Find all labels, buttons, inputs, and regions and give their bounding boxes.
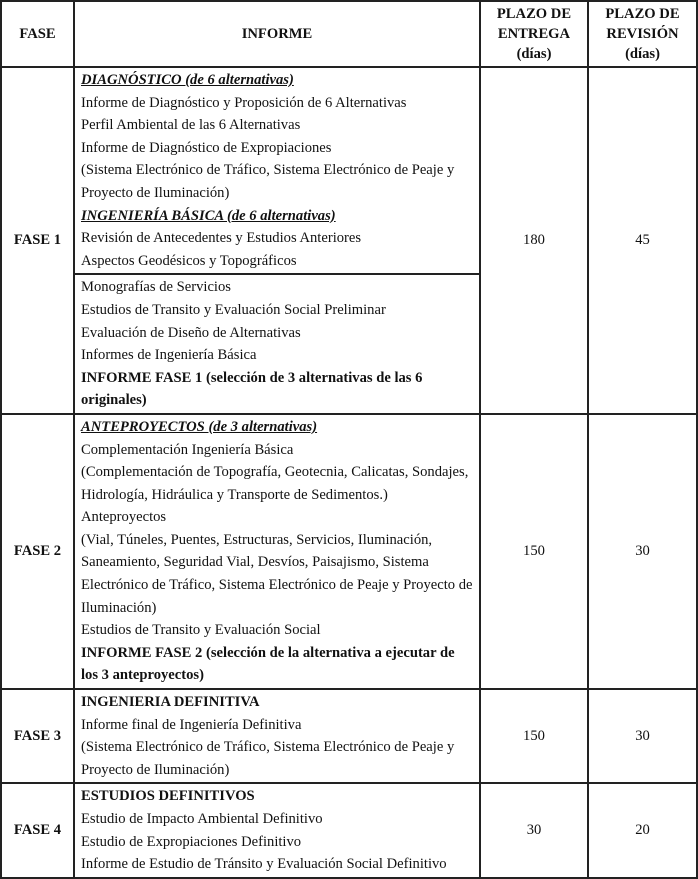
informe-item: INGENIERIA DEFINITIVA bbox=[81, 694, 260, 711]
informe-item: Estudio de Expropiaciones Definitivo bbox=[81, 833, 302, 850]
informe-item: Estudio de Impacto Ambiental Definitivo bbox=[81, 811, 323, 827]
plazo-revision: 45 bbox=[588, 67, 697, 414]
informe-item: (Sistema Electrónico de Tráfico, Sistema Electrónico de Peaje y Proyecto de Iluminación) bbox=[81, 739, 455, 778]
fase-label: FASE 4 bbox=[1, 783, 74, 877]
header-informe: INFORME bbox=[74, 1, 480, 67]
header-fase: FASE bbox=[1, 1, 74, 67]
informe-item: INFORME FASE 1 (selección de 3 alternativas de las 6 originales) bbox=[81, 369, 423, 409]
phase-row bbox=[1, 689, 697, 783]
informe-item: ANTEPROYECTOS (de 3 alternativas) bbox=[81, 418, 318, 435]
plazo-entrega: 150 bbox=[480, 414, 588, 689]
informe-item: Revisión de Antecedentes y Estudios Anteriores bbox=[81, 230, 362, 247]
informe-item: Evaluación de Diseño de Alternativas bbox=[81, 324, 301, 341]
informe-cell bbox=[74, 67, 480, 274]
informe-item: Aspectos Geodésicos y Topográficos bbox=[81, 252, 297, 269]
informe-item: Anteproyectos bbox=[81, 509, 167, 526]
informe-item: Complementación Ingeniería Básica bbox=[81, 441, 294, 458]
informe-item: INGENIERÍA BÁSICA (de 6 alternativas) bbox=[81, 207, 336, 224]
informe-cell bbox=[74, 689, 480, 783]
informe-cell bbox=[74, 274, 480, 414]
informe-cell bbox=[74, 783, 480, 877]
informe-item: Informe final de Ingeniería Definitiva bbox=[81, 716, 302, 733]
informe-item: INFORME FASE 2 (selección de la alternativa a ejecutar de los 3 anteproyectos) bbox=[81, 644, 455, 684]
header-row bbox=[1, 1, 697, 67]
phase-row bbox=[1, 67, 697, 274]
informe-item: Informe de Diagnóstico de Expropiaciones bbox=[81, 139, 332, 156]
informe-item: (Vial, Túneles, Puentes, Estructuras, Servicios, Iluminación, Saneamiento, Seguridad Vial, Desvíos, Paisajismo, Sistema Electrónico de Tráfico, Sistema Electrónico de Peaje y Proyecto de Iluminación) bbox=[81, 531, 473, 616]
informe-item: Estudios de Transito y Evaluación Social bbox=[81, 622, 321, 639]
fase-label: FASE 1 bbox=[1, 67, 74, 414]
header-entrega: PLAZO DE ENTREGA (días) bbox=[480, 1, 588, 67]
plazo-entrega: 30 bbox=[480, 783, 588, 877]
plazo-entrega: 150 bbox=[480, 689, 588, 783]
informe-item: ESTUDIOS DEFINITIVOS bbox=[81, 788, 255, 805]
plazo-entrega: 180 bbox=[480, 67, 588, 414]
fase-label: FASE 2 bbox=[1, 414, 74, 689]
informe-item: Perfil Ambiental de las 6 Alternativas bbox=[81, 117, 301, 134]
phase-row bbox=[1, 783, 697, 877]
fase-label: FASE 3 bbox=[1, 689, 74, 783]
informe-item: (Sistema Electrónico de Tráfico, Sistema Electrónico de Peaje y Proyecto de Iluminación) bbox=[81, 162, 455, 201]
informe-item: (Complementación de Topografía, Geotecnia, Calicatas, Sondajes, Hidrología, Hidráulica y Transporte de Sedimentos.) bbox=[81, 464, 469, 503]
informe-item: Estudios de Transito y Evaluación Social Preliminar bbox=[81, 301, 386, 318]
plazo-revision: 20 bbox=[588, 783, 697, 877]
plazo-revision: 30 bbox=[588, 689, 697, 783]
plazo-revision: 30 bbox=[588, 414, 697, 689]
informe-item: DIAGNÓSTICO (de 6 alternativas) bbox=[81, 72, 294, 88]
informe-cell bbox=[74, 414, 480, 689]
informe-item: Informe de Diagnóstico y Proposición de 6 Alternativas bbox=[81, 94, 407, 111]
informe-item: Informes de Ingeniería Básica bbox=[81, 347, 257, 364]
header-revision: PLAZO DE REVISIÓN (días) bbox=[588, 1, 697, 67]
informe-item: Informe de Estudio de Tránsito y Evaluación Social Definitivo bbox=[81, 856, 447, 873]
informe-item: Monografías de Servicios bbox=[81, 279, 231, 296]
phase-row bbox=[1, 414, 697, 689]
